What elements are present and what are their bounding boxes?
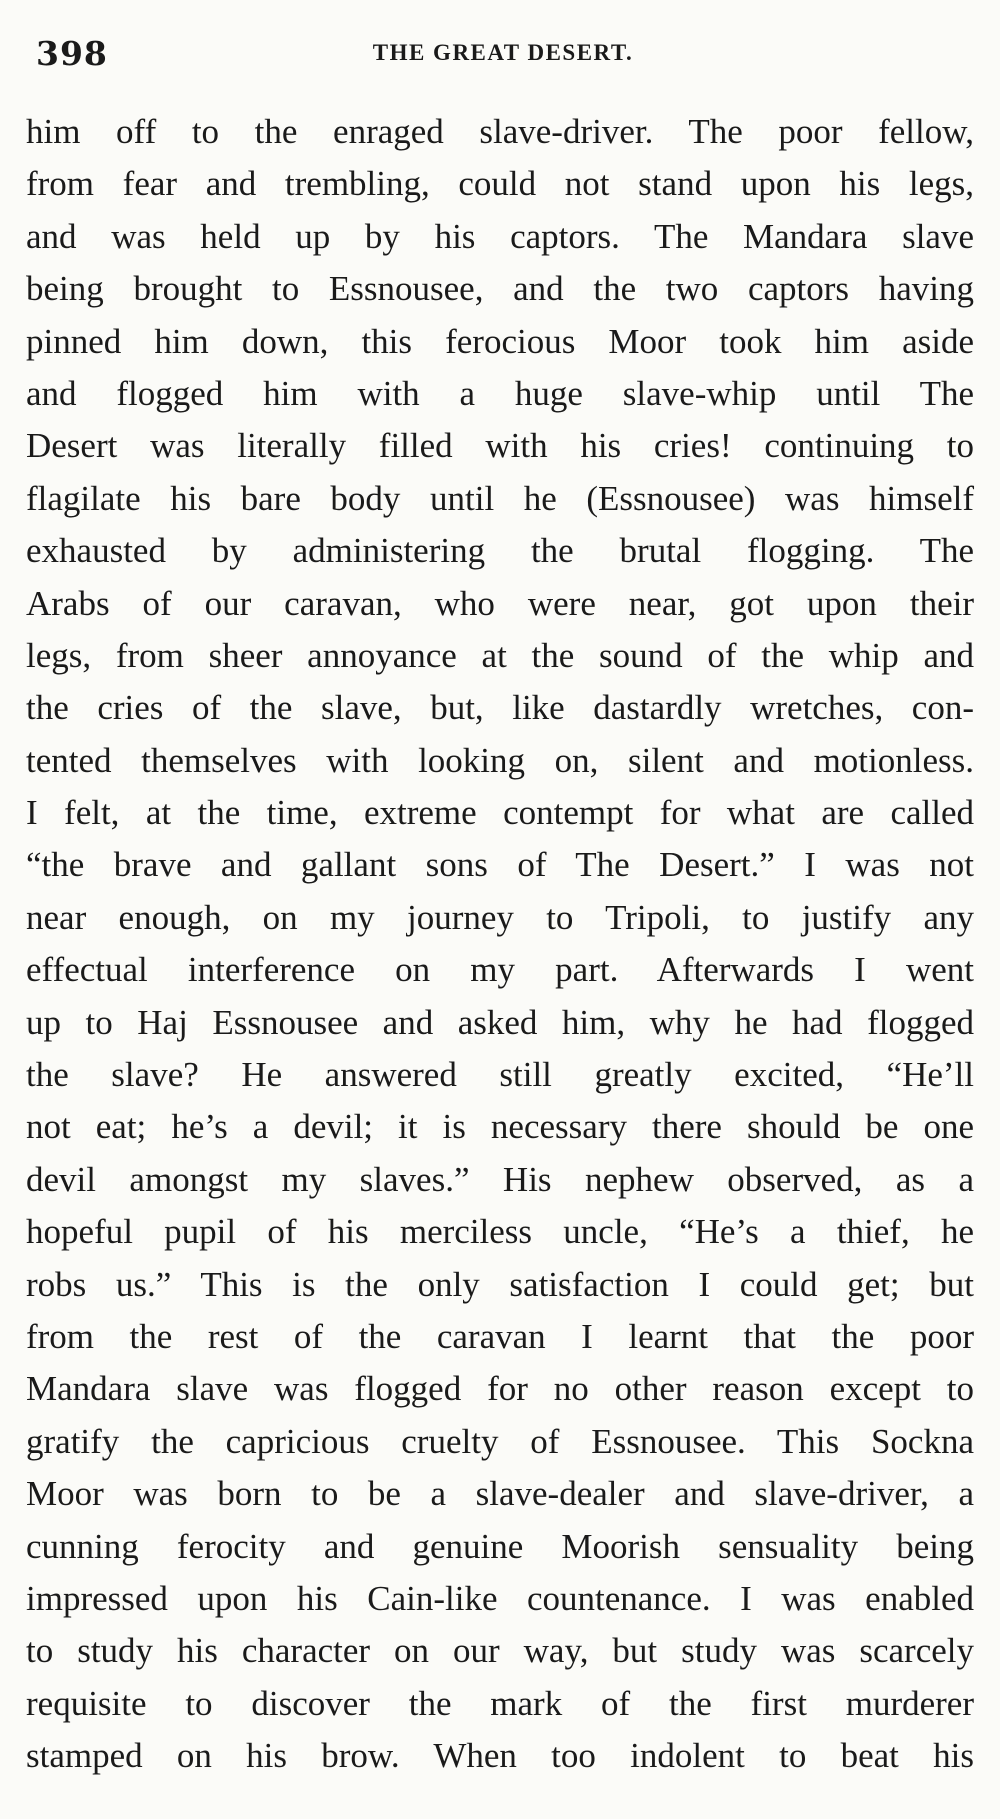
text-line: up to Haj Essnousee and asked him, why he had flogged bbox=[26, 1002, 974, 1042]
text-line: tented themselves with looking on, silent and motionless. bbox=[26, 740, 974, 780]
text-line: to study his character on our way, but study was scarcely bbox=[26, 1631, 974, 1671]
text-line: hopeful pupil of his merciless uncle, “He’s a thief, he bbox=[26, 1212, 974, 1252]
text-line: stamped on his brow. When too indolent to beat his bbox=[26, 1736, 974, 1776]
text-line: the cries of the slave, but, like dastardly wretches, con- bbox=[26, 688, 974, 728]
text-line: legs, from sheer annoyance at the sound of the whip and bbox=[26, 635, 974, 675]
body-text bbox=[26, 106, 974, 1783]
text-line: Arabs of our caravan, who were near, got upon their bbox=[26, 583, 974, 623]
text-line: from the rest of the caravan I learnt that the poor bbox=[26, 1316, 974, 1356]
text-line: near enough, on my journey to Tripoli, to justify any bbox=[26, 897, 974, 937]
text-line: pinned him down, this ferocious Moor took him aside bbox=[26, 321, 974, 361]
text-line: cunning ferocity and genuine Moorish sensuality being bbox=[26, 1526, 974, 1566]
text-line: from fear and trembling, could not stand upon his legs, bbox=[26, 164, 974, 204]
text-line: Mandara slave was flogged for no other reason except to bbox=[26, 1369, 974, 1409]
text-line: devil amongst my slaves.” His nephew observed, as a bbox=[26, 1159, 974, 1199]
text-line: exhausted by administering the brutal flogging. The bbox=[26, 531, 974, 571]
text-line: Desert was literally filled with his cries! continuing to bbox=[26, 426, 974, 466]
text-line: “the brave and gallant sons of The Desert.” I was not bbox=[26, 845, 974, 885]
text-line: not eat; he’s a devil; it is necessary there should be one bbox=[26, 1107, 974, 1147]
text-line: I felt, at the time, extreme contempt for what are called bbox=[26, 793, 974, 833]
text-line: gratify the capricious cruelty of Essnousee. This Sockna bbox=[26, 1421, 974, 1461]
text-line: requisite to discover the mark of the first murderer bbox=[26, 1683, 974, 1723]
page-number: 398 bbox=[36, 34, 108, 73]
text-line: Moor was born to be a slave-dealer and slave-driver, a bbox=[26, 1474, 974, 1514]
text-line: being brought to Essnousee, and the two captors having bbox=[26, 269, 974, 309]
running-title: THE GREAT DESERT. bbox=[372, 40, 634, 65]
text-line: robs us.” This is the only satisfaction I could get; but bbox=[26, 1264, 974, 1304]
text-line: flagilate his bare body until he (Essnousee) was himself bbox=[26, 478, 974, 518]
text-line: and flogged him with a huge slave-whip until The bbox=[26, 373, 974, 413]
text-line: effectual interference on my part. Afterwards I went bbox=[26, 950, 974, 990]
text-line: and was held up by his captors. The Mandara slave bbox=[26, 216, 974, 256]
text-line: impressed upon his Cain-like countenance. I was enabled bbox=[26, 1578, 974, 1618]
text-line: the slave? He answered still greatly excited, “He’ll bbox=[26, 1055, 974, 1095]
text-line: him off to the enraged slave-driver. The poor fellow, bbox=[26, 112, 974, 151]
page-header bbox=[28, 34, 978, 84]
